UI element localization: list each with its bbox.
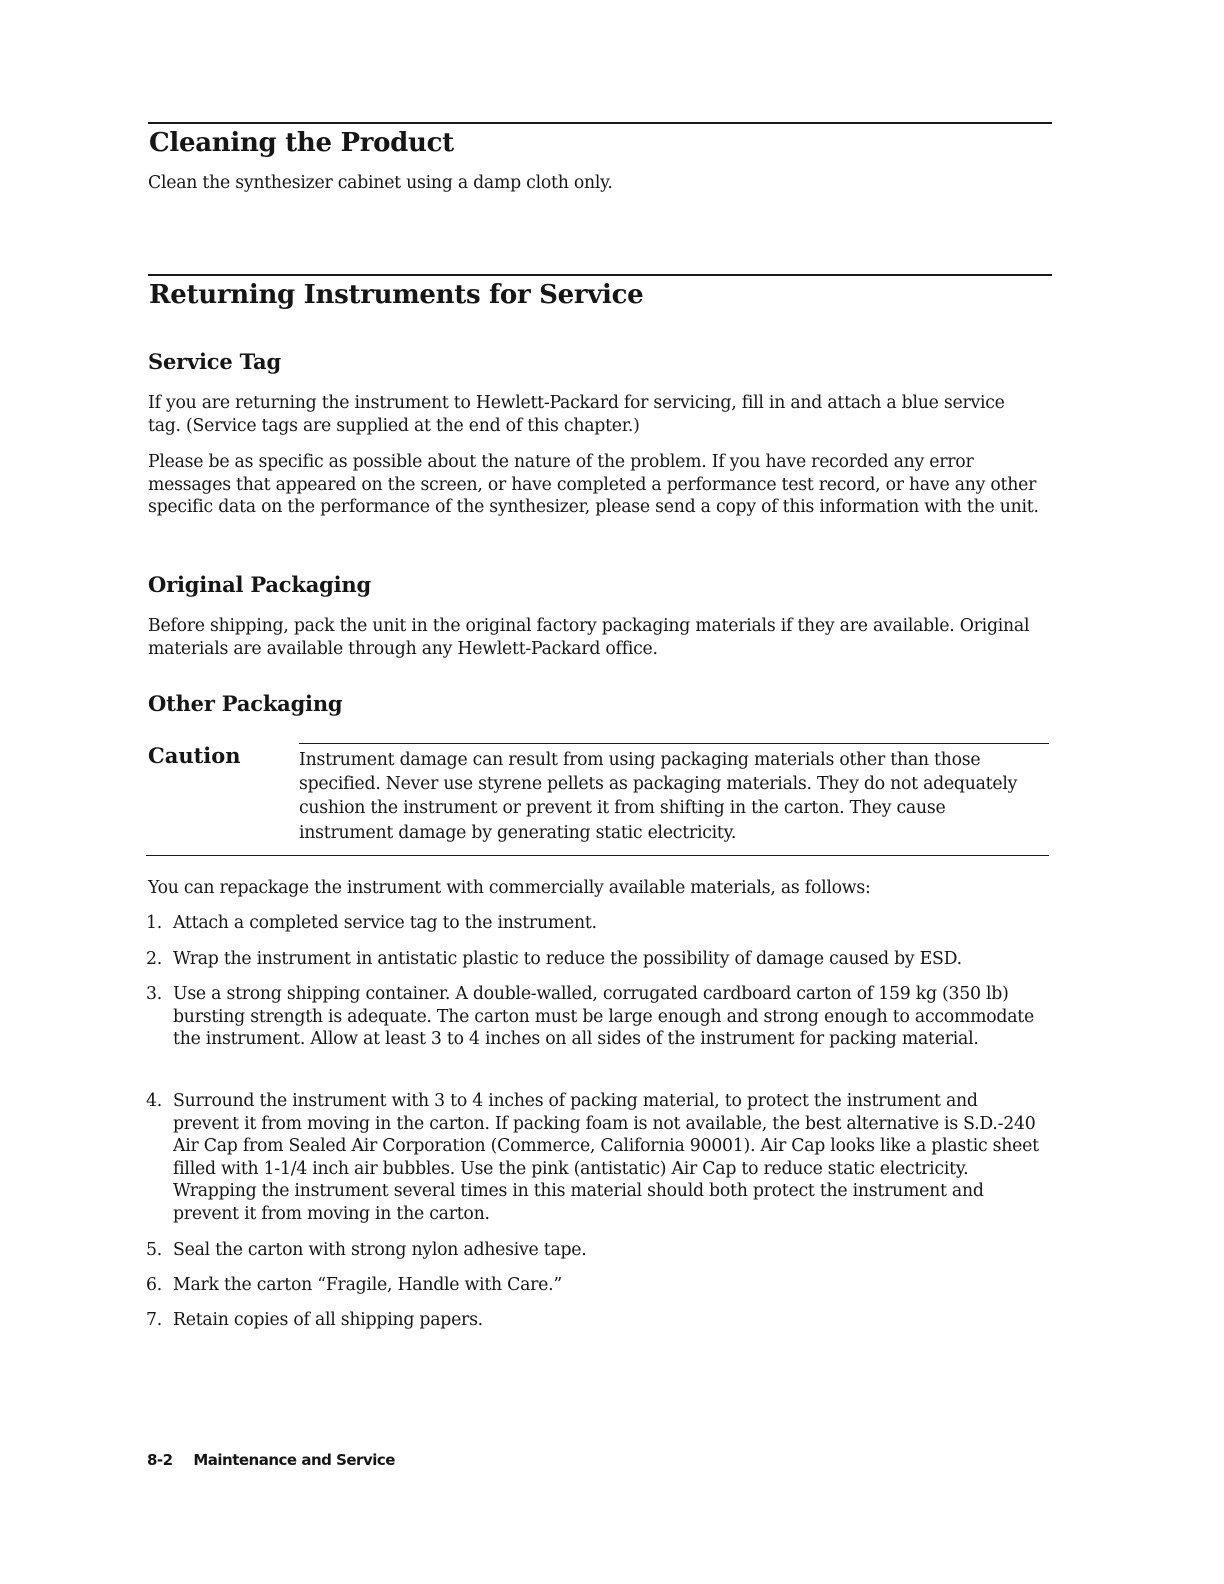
footer-chapter-title: Maintenance and Service (193, 1451, 395, 1469)
section-rule (148, 122, 1052, 124)
page-footer (147, 1451, 395, 1469)
step-text: Surround the instrument with 3 to 4 inches of packing material, to protect the instrument and prevent it from moving in the carton. If packing foam is not available, the best alternative is S.D.-240 Air Cap from Sealed Air Corporation (Commerce, California 90001). Air Cap looks like a plastic sheet filled with 1-1/4 inch air bubbles. Use the pink (antistatic) Air Cap to reduce static electricity. Wrapping the instrument several times in this material should both protect the instrument and prevent it from moving in the carton. (173, 1091, 1039, 1224)
service-tag-paragraph: If you are returning the instrument to Hewlett-Packard for servicing, fill in and attach a blue service tag. (Service tags are supplied at the end of this chapter.) (148, 393, 1005, 436)
step-number: 2. (146, 949, 162, 969)
list-item (146, 1309, 1040, 1332)
step-text: Retain copies of all shipping papers. (173, 1310, 483, 1330)
service-tag-paragraph: Please be as specific as possible about the nature of the problem. If you have recorded any error messages that appeared on the screen, or have completed a performance test record, or have any other specific data on the performance of the synthesizer, please send a copy of this information with the unit. (148, 452, 1039, 517)
caution-label: Caution (148, 743, 241, 768)
list-item (146, 1239, 1040, 1262)
step-number: 4. (146, 1091, 162, 1111)
step-text: Mark the carton “Fragile, Handle with Care.” (173, 1275, 562, 1295)
step-number: 7. (146, 1310, 162, 1330)
original-packaging-text: Before shipping, pack the unit in the original factory packaging materials if they are available. Original materials are available through any Hewlett-Packard office. (148, 616, 1030, 659)
subsection-title-other-packaging: Other Packaging (148, 691, 343, 716)
step-text: Wrap the instrument in antistatic plastic to reduce the possibility of damage caused by ESD. (173, 949, 962, 969)
subsection-title-service-tag: Service Tag (148, 349, 281, 374)
step-number: 5. (146, 1240, 162, 1260)
cleaning-text: Clean the synthesizer cabinet using a damp cloth only. (148, 173, 613, 193)
step-number: 3. (146, 984, 162, 1004)
list-item (146, 983, 1040, 1051)
section-rule (148, 274, 1052, 276)
step-text: Seal the carton with strong nylon adhesive tape. (173, 1240, 587, 1260)
step-text: Use a strong shipping container. A double-walled, corrugated cardboard carton of 159 kg (350 lb) bursting strength is adequate. The carton must be large enough and strong enough to accommodate the instrument. Allow at least 3 to 4 inches on all sides of the instrument for packing material. (173, 984, 1034, 1049)
step-number: 6. (146, 1275, 162, 1295)
section-title-returning: Returning Instruments for Service (149, 280, 644, 310)
repackage-intro: You can repackage the instrument with commercially available materials, as follows: (148, 878, 871, 898)
caution-rule-top (299, 743, 1049, 744)
section-title-cleaning: Cleaning the Product (149, 128, 454, 158)
step-number: 1. (146, 913, 162, 933)
caution-text: Instrument damage can result from using packaging materials other than those specified. Never use styrene pellets as packaging materials. They do not adequately cushion the instrument or prevent it from shifting in the carton. They cause instrument damage by generating static electricity. (299, 750, 1018, 843)
list-item (146, 948, 1040, 971)
footer-page-number: 8-2 (147, 1451, 173, 1469)
subsection-title-original-packaging: Original Packaging (148, 572, 371, 597)
caution-rule-bottom (146, 855, 1049, 856)
list-item (146, 912, 1040, 935)
list-item (146, 1090, 1040, 1225)
list-item (146, 1274, 1040, 1297)
step-text: Attach a completed service tag to the instrument. (173, 913, 597, 933)
